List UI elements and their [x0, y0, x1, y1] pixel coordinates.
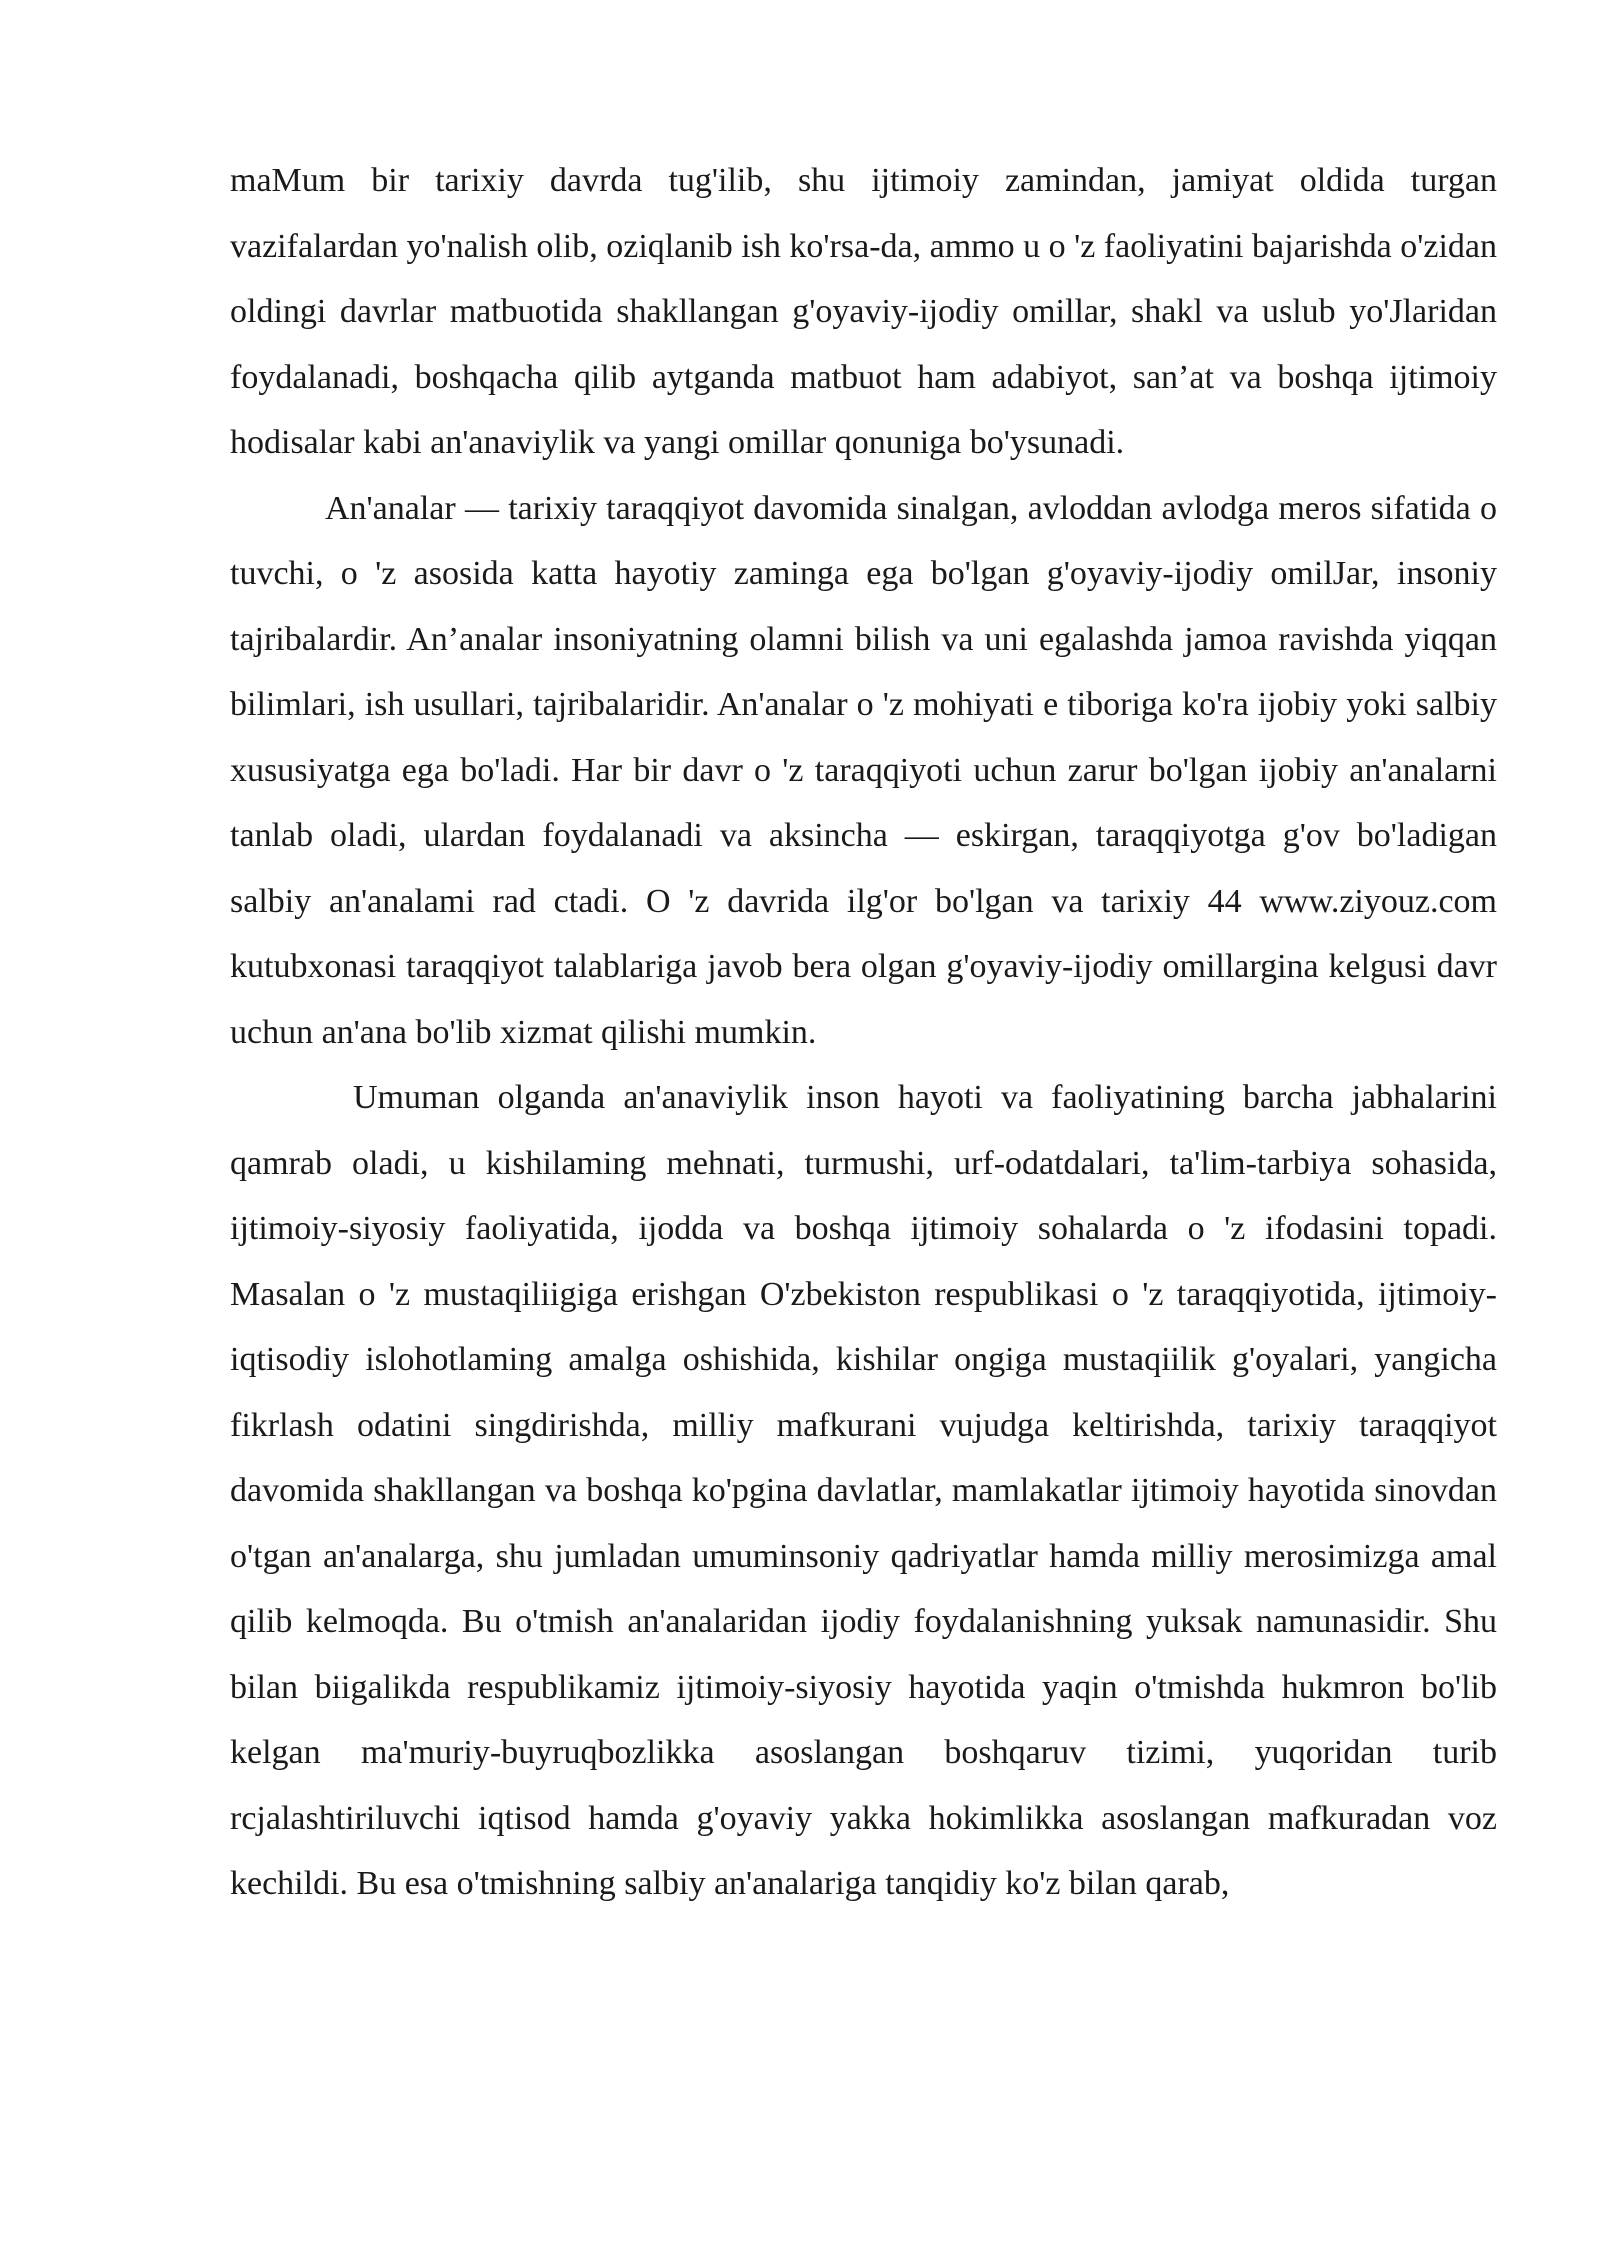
paragraph-3: Umuman olganda an'anaviylik inson hayoti va faoliyatining barcha jabhalarini qamrab oladi, u kishilaming mehnati, turmushi, urf-odatdalari, ta'lim-tarbiya sohasida, ijtimoiy-siyosiy faoliyatida, ijodda va boshqa ijtimoiy sohalarda o 'z ifodasini topadi. Masalan o 'z mustaqiliigiga erishgan O'zbekiston respublikasi o 'z taraqqiyotida, ijtimoiy-iqtisodiy islohotlaming amalga oshishida, kishilar ongiga mustaqiilik g'oyalari, yangicha fikrlash odatini singdirishda, milliy mafkurani vujudga keltirishda, tarixiy taraqqiyot davomida shakllangan va boshqa ko'pgina davlatlar, mamlakatlar ijtimoiy hayotida sinovdan o'tgan an'analarga, shu jumladan umuminsoniy qadriyatlar hamda milliy merosimizga amal qilib kelmoqda. Bu o'tmish an'analaridan ijodiy foydalanishning yuksak namunasidir. Shu bilan biigalikda respublikamiz ijtimoiy-siyosiy hayotida yaqin o'tmishda hukmron bo'lib kelgan ma'muriy-buyruqbozlikka asoslangan boshqaruv tizimi, yuqoridan turib rcjalashtiriluvchi iqtisod hamda g'oyaviy yakka hokimlikka asoslangan mafkuradan voz kechildi. Bu esa o'tmishning salbiy an'analariga tanqidiy ko'z bilan qarab, — [230, 1079, 1497, 1902]
paragraph-1: maMum bir tarixiy davrda tug'ilib, shu ijtimoiy zamindan, jamiyat oldida turgan vazifalardan yo'nalish olib, oziqlanib ish ko'rsa-da, ammo u o 'z faoliyatini bajarishda o'zidan oldingi davrlar matbuotida shakllangan g'oyaviy-ijodiy omillar, shakl va uslub yo'Jlaridan foydalanadi, boshqacha qilib aytganda matbuot ham adabiyot, san’at va boshqa ijtimoiy hodisalar kabi an'anaviylik va yangi omillar qonuniga bo'ysunadi. — [230, 162, 1498, 461]
body-text — [230, 148, 1497, 1917]
paragraph-2: An'analar — tarixiy taraqqiyot davomida sinalgan, avloddan avlodga meros sifatida o tuvchi, o 'z asosida katta hayotiy zaminga ega bo'lgan g'oyaviy-ijodiy omilJar, insoniy tajribalardir. An’analar insoniyatning olamni bilish va uni egalashda jamoa ravishda yiqqan bilimlari, ish usullari, tajribalaridir. An'analar o 'z mohiyati e tiboriga ko'ra ijobiy yoki salbiy xususiyatga ega bo'ladi. Har bir davr o 'z taraqqiyoti uchun zarur bo'lgan ijobiy an'analarni tanlab oladi, ulardan foydalanadi va aksincha — eskirgan, taraqqiyotga g'ov bo'ladigan salbiy an'analami rad ctadi. O 'z davrida ilg'or bo'lgan va tarixiy 44 www.ziyouz.com kutubxonasi taraqqiyot talablariga javob bera olgan g'oyaviy-ijodiy omillargina kelgusi davr uchun an'ana bo'lib xizmat qilishi mumkin. — [230, 489, 1497, 1051]
